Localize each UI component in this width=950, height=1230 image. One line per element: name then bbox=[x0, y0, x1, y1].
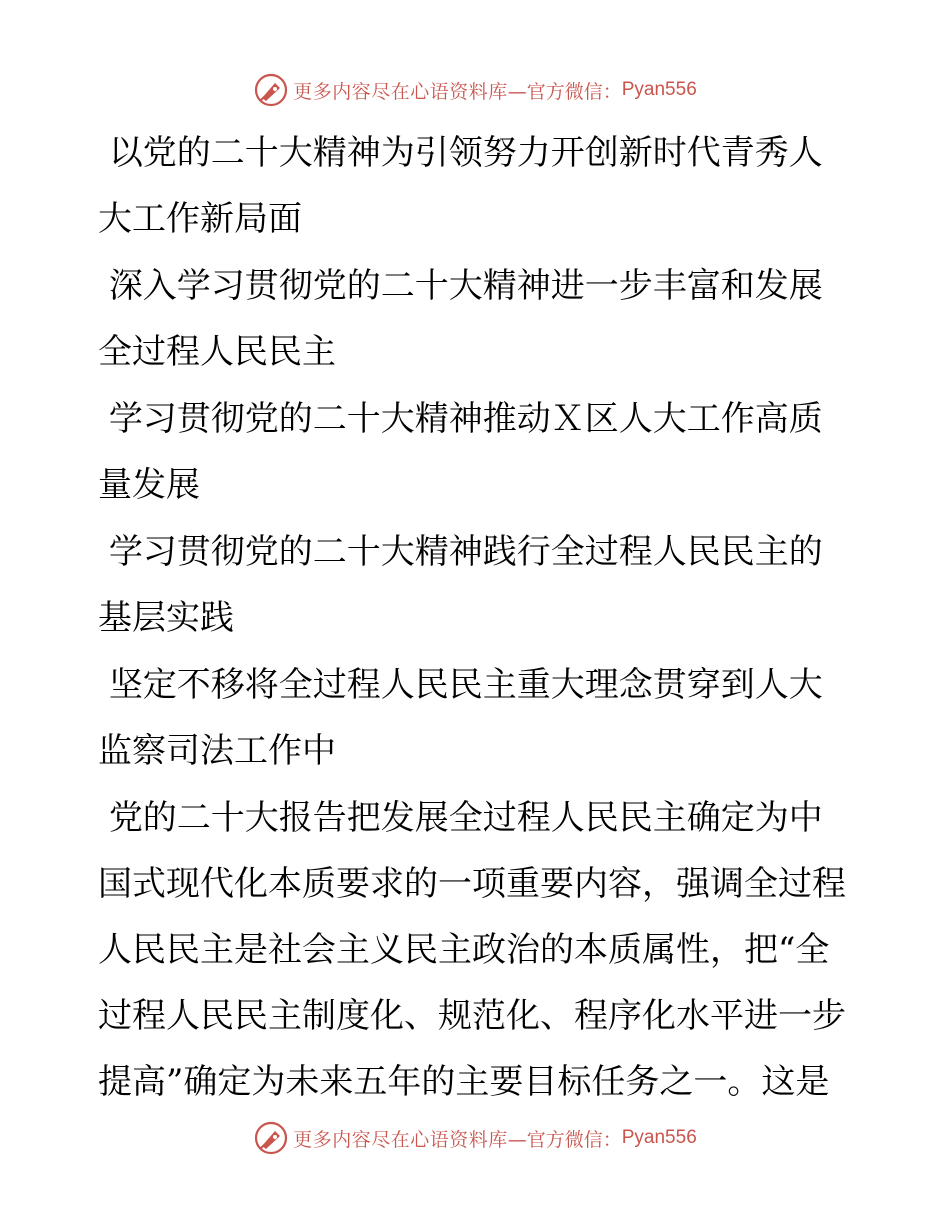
header-watermark bbox=[0, 70, 950, 110]
body-paragraph: 党的二十大报告把发展全过程人民民主确定为中 国式现代化本质要求的一项重要内容，强调全过程 人民民主是社会主义民主政治的本质属性，把“全 过程人民民主制度化、规范化、程序化水平进一步 提高”确定为未来五年的主要目标任务之一。这是 bbox=[98, 798, 846, 1102]
title-5: 坚定不移将全过程人民民主重大理念贯穿到人大 监察司法工作中 bbox=[98, 665, 823, 771]
footer-watermark-text: 更多内容尽在心语资料库 bbox=[293, 1128, 508, 1151]
title-3: 学习贯彻党的二十大精神推动Ｘ区人大工作高质 量发展 bbox=[98, 399, 823, 505]
pen-nib-logo-icon bbox=[253, 72, 289, 108]
footer-wechat-id: Pyan556 bbox=[621, 1127, 697, 1148]
title-4: 学习贯彻党的二十大精神践行全过程人民民主的 基层实践 bbox=[98, 532, 823, 638]
title-1: 以党的二十大精神为引领努力开创新时代青秀人 大工作新局面 bbox=[98, 133, 823, 239]
header-watermark-separator: —官方微信： bbox=[507, 80, 622, 103]
header-watermark-text: 更多内容尽在心语资料库 bbox=[293, 80, 508, 103]
title-2: 深入学习贯彻党的二十大精神进一步丰富和发展 全过程人民民主 bbox=[98, 266, 823, 372]
document-body bbox=[98, 120, 858, 1115]
footer-watermark-separator: —官方微信： bbox=[507, 1128, 622, 1151]
header-wechat-id: Pyan556 bbox=[621, 79, 697, 100]
footer-watermark bbox=[0, 1118, 950, 1158]
pen-nib-logo-icon bbox=[253, 1120, 289, 1156]
